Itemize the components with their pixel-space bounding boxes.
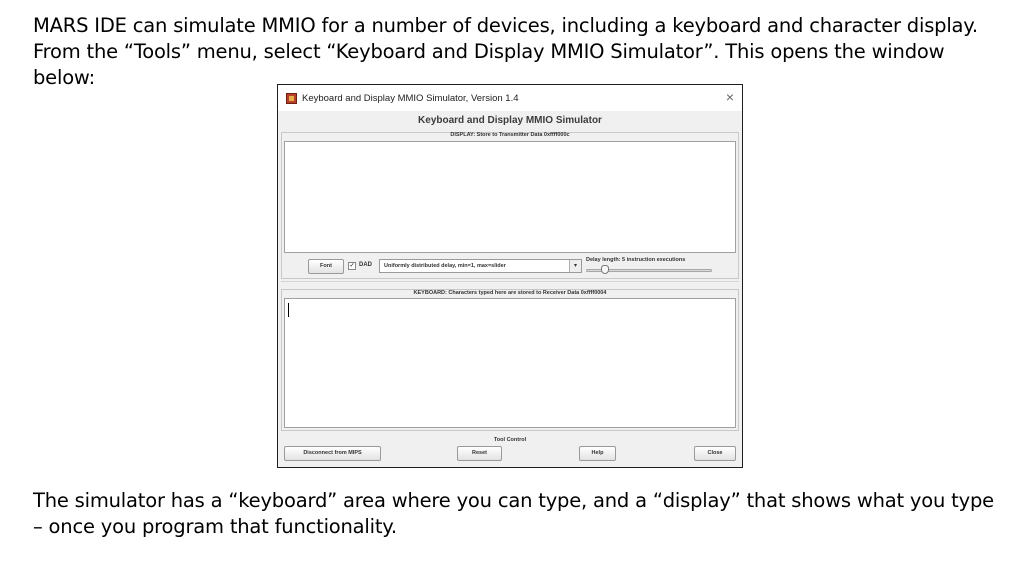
dad-checkbox[interactable]: ✓ (349, 263, 355, 269)
keyboard-legend: KEYBOARD: Characters typed here are stored to Receiver Data 0xffff0004 (413, 290, 607, 296)
help-button[interactable]: Help (579, 446, 616, 461)
chevron-down-icon[interactable]: ▾ (569, 260, 581, 272)
display-legend: DISPLAY: Store to Transmitter Data 0xffff000c (450, 132, 570, 138)
display-textarea[interactable] (284, 141, 736, 253)
delay-mode-value: Uniformly distributed delay, min=1, max=slider (384, 263, 506, 269)
window-title: Keyboard and Display MMIO Simulator, Version 1.4 (302, 93, 519, 104)
font-button[interactable]: Font (308, 259, 344, 274)
close-button[interactable]: Close (694, 446, 736, 461)
delay-mode-select[interactable] (379, 259, 582, 273)
reset-button[interactable]: Reset (457, 446, 502, 461)
text-caret (288, 303, 289, 317)
section-divider (281, 281, 739, 282)
keyboard-textarea[interactable] (284, 298, 736, 428)
dad-label: DAD (359, 262, 372, 268)
disconnect-button[interactable]: Disconnect from MIPS (284, 446, 381, 461)
intro-paragraph: MARS IDE can simulate MMIO for a number of devices, including a keyboard and character display. From the “Tools” menu, select “Keyboard and Display MMIO Simulator”. This opens the window below: (33, 14, 978, 89)
title-bar[interactable] (278, 85, 742, 111)
outro-paragraph: The simulator has a “keyboard” area where you can type, and a “display” that shows what you type – once you program that functionality. (33, 489, 994, 538)
simulator-heading: Keyboard and Display MMIO Simulator (418, 115, 602, 126)
delay-length-label: Delay length: 5 instruction executions (586, 257, 686, 263)
mars-app-icon (286, 93, 297, 104)
close-icon[interactable]: × (725, 89, 734, 105)
tool-control-legend: Tool Control (493, 437, 527, 443)
